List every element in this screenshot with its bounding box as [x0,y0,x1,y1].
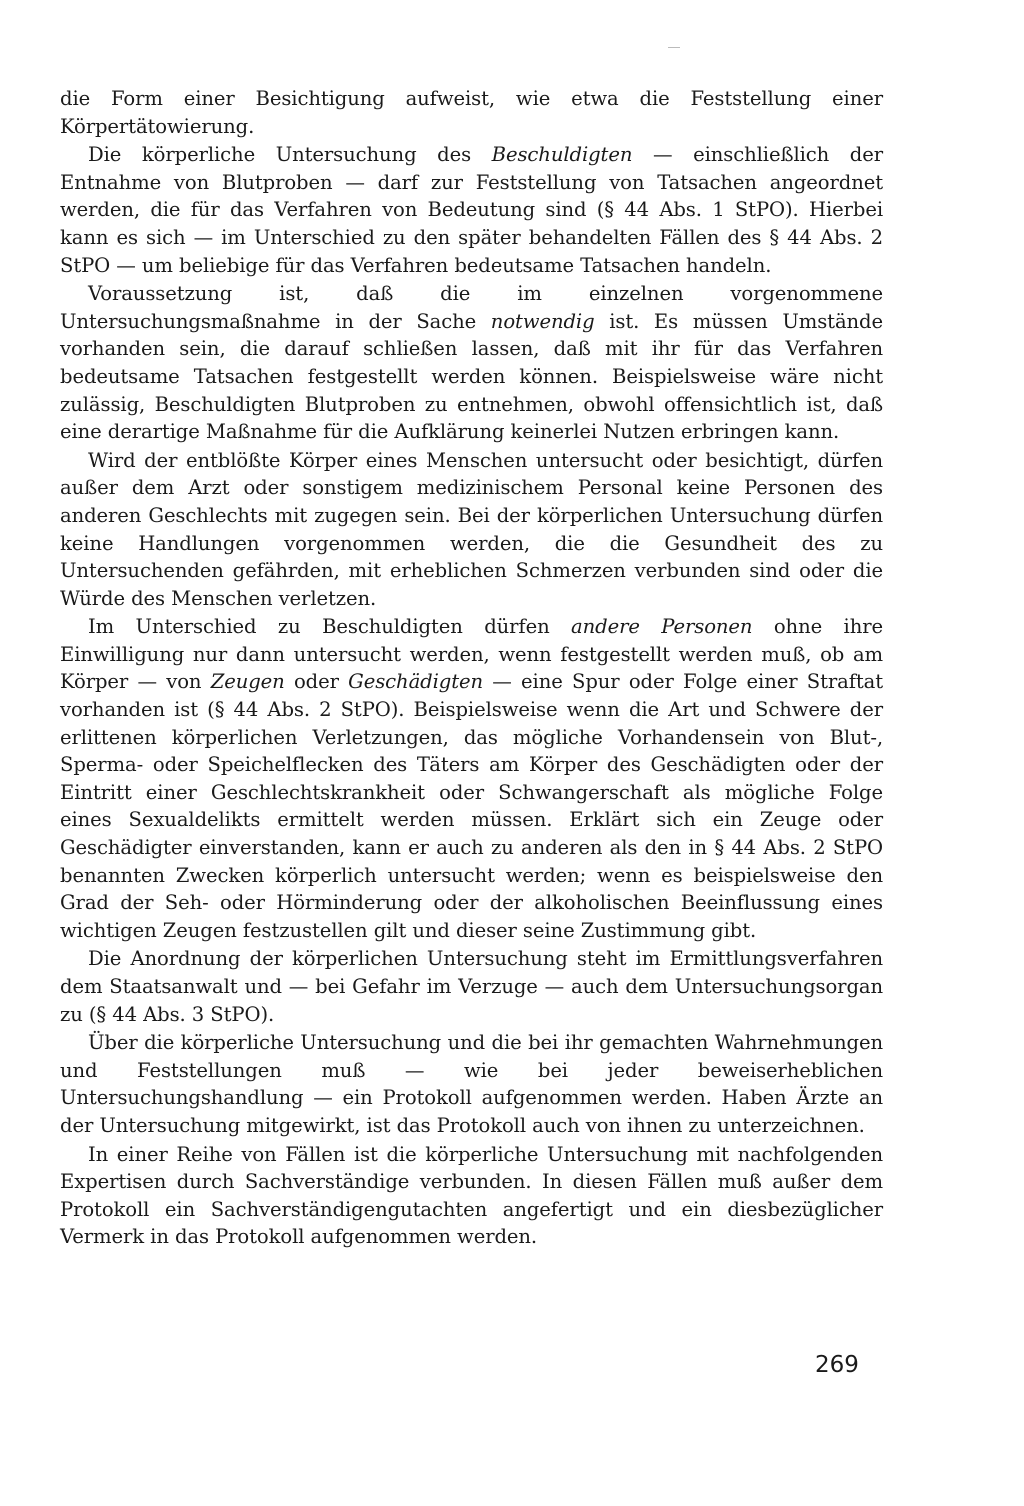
emphasized-text: andere Personen [571,615,753,639]
paragraph [60,613,883,944]
text-run: Über die körperliche Untersuchung und die bei ihr gemachten Wahrnehmungen und Feststellungen muß — wie bei jeder beweiserheblichen Untersuchungshandlung — ein Protokoll aufgenommen werden. Haben Ärzte an der Untersuchung mitgewirkt, ist das Protokoll auch von ihnen zu unterzeichnen. [60,1031,883,1137]
text-run: ohne ihre Einwilligung nur dann untersucht werden, wenn festgestellt werden muß, ob am Körper — von [60,615,883,694]
text-run: oder [284,670,349,694]
body-text [60,85,883,1251]
text-run: die Form einer Besichtigung aufweist, wie etwa die Feststellung einer Körpertätowierung. [60,87,883,138]
text-run: — einschließlich der Entnahme von Blutproben — darf zur Feststellung von Tatsachen angeordnet werden, die für das Verfahren von Bedeutung sind (§ 44 Abs. 1 StPO). Hierbei kann es sich — im Unterschied zu den später behandelten Fällen des § 44 Abs. 2 StPO — um beliebige für das Verfahren bedeutsame Tatsachen handeln. [60,143,883,277]
paragraph [60,1141,883,1251]
paragraph [60,141,883,279]
paragraph [60,1029,883,1139]
emphasized-text: Beschuldigten [491,143,633,167]
text-run: Voraussetzung ist, daß die im einzelnen vorgenommene Untersuchungsmaßnahme in der Sache [60,282,883,333]
text-run: Die körperliche Untersuchung des [88,143,492,167]
text-run: Die Anordnung der körperlichen Untersuchung steht im Ermittlungsverfahren dem Staatsanwalt und — bei Gefahr im Verzuge — auch dem Untersuchungsorgan zu (§ 44 Abs. 3 StPO). [60,947,883,1026]
text-run: Wird der entblößte Körper eines Menschen untersucht oder besichtigt, dürfen außer dem Arzt oder sonstigem medizinischem Personal keine Personen des anderen Geschlechts mit zugegen sein. Bei der körperlichen Untersuchung dürfen keine Handlungen vorgenommen werden, die die Gesundheit des zu Untersuchenden gefährden, mit erheblichen Schmerzen verbunden sind oder die Würde des Menschen verletzen. [60,448,883,610]
scan-artifact [668,47,680,48]
text-run: In einer Reihe von Fällen ist die körperliche Untersuchung mit nachfolgenden Expertisen durch Sachverständige verbunden. In diesen Fällen muß außer dem Protokoll ein Sachverständigengutachten angefertigt und ein diesbezüglicher Vermerk in das Protokoll aufgenommen werden. [60,1142,883,1249]
page-number: 269 [815,1352,859,1378]
text-run: — eine Spur oder Folge einer Straftat vorhanden ist (§ 44 Abs. 2 StPO). Beispielsweise wenn die Art und Schwere der erlittenen körperlichen Verletzungen, das mögliche Vorhandensein von Blut-, Sperma- oder Speichelflecken des Täters am Körper des Geschädigten oder der Eintritt einer Geschlechtskrankheit oder Schwangerschaft als mögliche Folge eines Sexualdelikts ermittelt werden müssen. Erklärt sich ein Zeuge oder Geschädigter einverstanden, kann er auch zu anderen als den in § 44 Abs. 2 StPO benannten Zwecken körperlich untersucht werden; wenn es beispielsweise den Grad der Seh- oder Hörminderung oder der alkoholischen Beeinflussung eines wichtigen Zeugen festzustellen gilt und dieser seine Zustimmung gibt. [60,670,883,942]
emphasized-text: notwendig [490,309,595,333]
emphasized-text: Zeugen [210,670,285,694]
paragraph [60,945,883,1028]
text-run: Im Unterschied zu Beschuldigten dürfen [88,615,572,639]
paragraph [60,280,883,446]
paragraph [60,85,883,140]
emphasized-text: Geschädigten [348,670,483,694]
paragraph [60,447,883,613]
text-run: ist. Es müssen Umstände vorhanden sein, die darauf schließen lassen, daß mit ihr für das Verfahren bedeutsame Tatsachen festgestellt werden können. Beispielsweise wäre nicht zulässig, Beschuldigten Blutproben zu entnehmen, obwohl offensichtlich ist, daß eine derartige Maßnahme für die Aufklärung keinerlei Nutzen erbringen kann. [60,309,883,444]
